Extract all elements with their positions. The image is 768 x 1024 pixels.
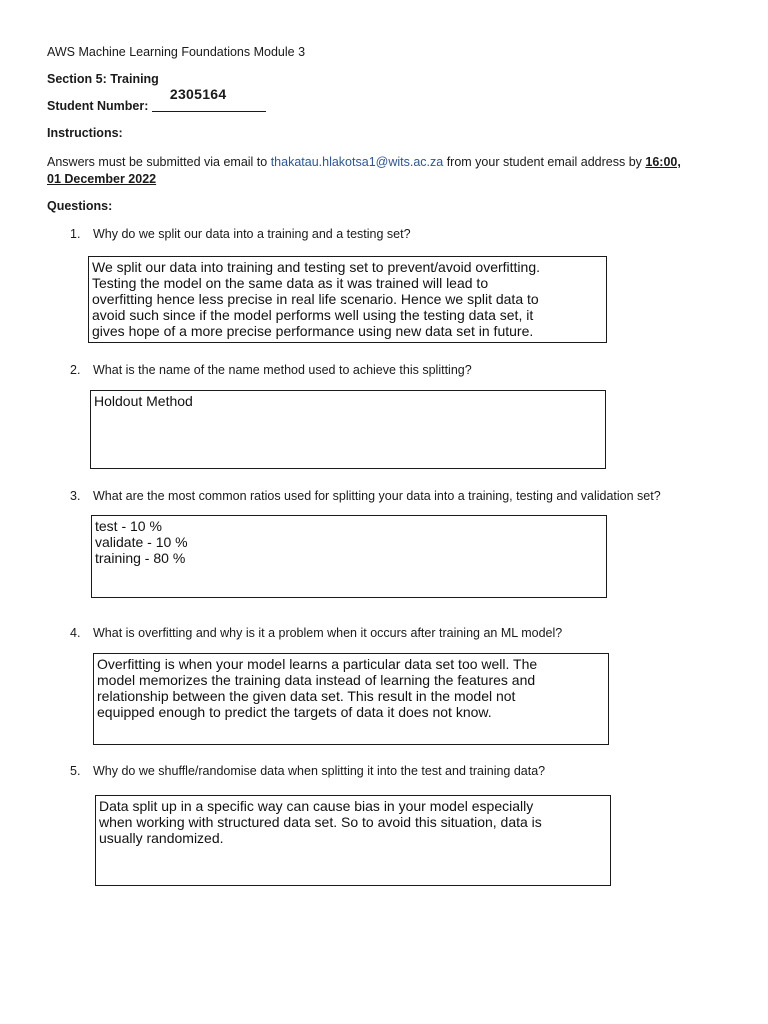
question-number: 3.: [70, 489, 81, 503]
question-4: [70, 625, 562, 641]
answer-box-4[interactable]: [93, 653, 609, 745]
answer-text: We split our data into training and testing set to prevent/avoid overfitting. Testing the model on the same data as it was trained will lead to overfitting hence less precise in real life scenario. Hence we split data to avoid such since if the model performs well using the testing data set, it gives hope of a more precise performance using new data set in future.: [92, 259, 540, 339]
question-5: [70, 763, 545, 779]
question-text: Why do we shuffle/randomise data when splitting it into the test and training data?: [93, 764, 546, 778]
question-3: [70, 488, 661, 504]
question-number: 4.: [70, 626, 81, 640]
submission-email-link[interactable]: thakatau.hlakotsa1@wits.ac.za: [270, 155, 444, 169]
student-number-field[interactable]: [152, 86, 266, 110]
question-number: 1.: [70, 227, 81, 241]
student-number-value: 2305164: [169, 86, 227, 102]
question-1: [70, 226, 411, 242]
instructions-line-1: [47, 154, 681, 170]
answer-box-3[interactable]: [91, 515, 607, 598]
answer-box-1[interactable]: [88, 256, 607, 343]
student-number-underline: [152, 111, 266, 112]
answer-text: Overfitting is when your model learns a particular data set too well. The model memorizes the training data instead of learning the features and relationship between the given data set. This result in the model not equipped enough to predict the targets of data it does not know.: [97, 656, 538, 720]
question-text: What is overfitting and why is it a problem when it occurs after training an ML model?: [93, 626, 563, 640]
question-number: 2.: [70, 363, 81, 377]
answer-box-5[interactable]: [95, 795, 611, 886]
answer-text: Data split up in a specific way can cause bias in your model especially when working with structured data set. So to avoid this situation, data is usually randomized.: [99, 798, 542, 846]
answer-text: test - 10 % validate - 10 % training - 80 %: [95, 518, 188, 566]
question-text: What are the most common ratios used for splitting your data into a training, testing and validation set?: [93, 489, 661, 503]
answer-box-2[interactable]: [90, 390, 606, 469]
section-heading: Section 5: Training: [47, 72, 159, 86]
question-text: Why do we split our data into a training and a testing set?: [93, 227, 411, 241]
questions-heading: Questions:: [47, 199, 113, 213]
instructions-prefix: Answers must be submitted via email to: [47, 155, 271, 169]
deadline-time: 16:00,: [645, 155, 681, 169]
instructions-heading: Instructions:: [47, 126, 123, 140]
question-number: 5.: [70, 764, 81, 778]
deadline-date: 01 December 2022: [47, 172, 157, 186]
student-number-row: [47, 86, 266, 114]
question-2: [70, 362, 472, 378]
instructions-middle: from your student email address by: [443, 155, 646, 169]
answer-text: Holdout Method: [94, 393, 193, 409]
student-number-label: Student Number:: [47, 99, 149, 113]
document-title: AWS Machine Learning Foundations Module 3: [47, 45, 306, 59]
instructions-line-2: [47, 171, 156, 187]
question-text: What is the name of the name method used to achieve this splitting?: [93, 363, 472, 377]
